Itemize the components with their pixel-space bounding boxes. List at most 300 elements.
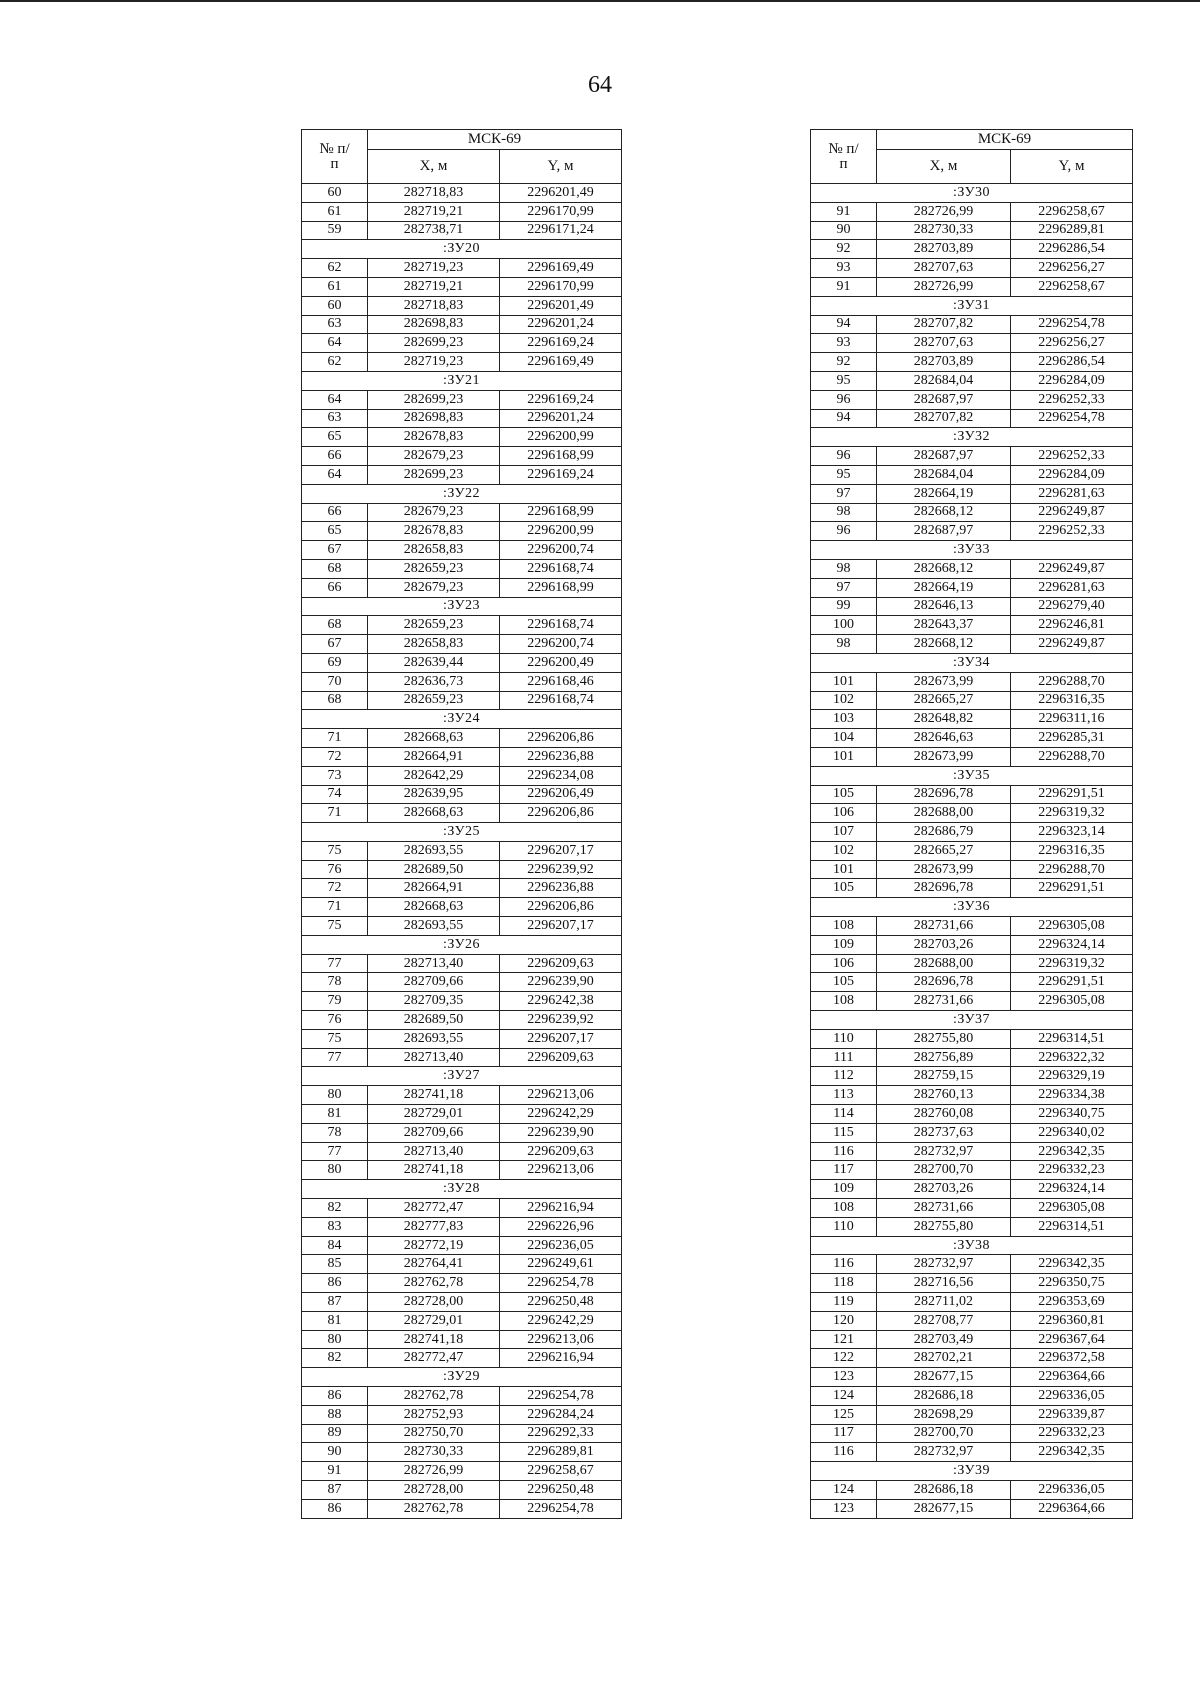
x-coordinate-cell: 282760,13 [877,1086,1011,1105]
table-row [811,635,1133,654]
x-coordinate-cell: 282728,00 [368,1480,500,1499]
point-number-cell: 64 [302,390,368,409]
x-coordinate-cell: 282731,66 [877,1199,1011,1218]
x-coordinate-cell: 282755,80 [877,1029,1011,1048]
table-row [811,1443,1133,1462]
y-coordinate-cell: 2296336,05 [1011,1480,1133,1499]
table-row [811,259,1133,278]
x-coordinate-cell: 282730,33 [877,221,1011,240]
y-coordinate-cell: 2296316,35 [1011,841,1133,860]
header-y: Y, м [500,150,622,184]
section-row [811,184,1133,203]
point-number-cell: 93 [811,334,877,353]
y-coordinate-cell: 2296200,99 [500,428,622,447]
point-number-cell: 124 [811,1480,877,1499]
y-coordinate-cell: 2296324,14 [1011,935,1133,954]
x-coordinate-cell: 282668,63 [368,898,500,917]
x-coordinate-cell: 282741,18 [368,1086,500,1105]
table-row [302,1311,622,1330]
table-row [302,635,622,654]
x-coordinate-cell: 282639,95 [368,785,500,804]
y-coordinate-cell: 2296281,63 [1011,484,1133,503]
table-row [302,766,622,785]
y-coordinate-cell: 2296329,19 [1011,1067,1133,1086]
y-coordinate-cell: 2296168,46 [500,672,622,691]
table-row [811,1480,1133,1499]
y-coordinate-cell: 2296340,02 [1011,1123,1133,1142]
y-coordinate-cell: 2296323,14 [1011,823,1133,842]
x-coordinate-cell: 282678,83 [368,522,500,541]
y-coordinate-cell: 2296249,87 [1011,635,1133,654]
y-coordinate-cell: 2296254,78 [500,1387,622,1406]
section-row [811,428,1133,447]
x-coordinate-cell: 282677,15 [877,1368,1011,1387]
x-coordinate-cell: 282713,40 [368,1142,500,1161]
table-row [302,804,622,823]
table-row [811,1217,1133,1236]
point-number-cell: 97 [811,484,877,503]
point-number-cell: 123 [811,1499,877,1518]
y-coordinate-cell: 2296286,54 [1011,240,1133,259]
x-coordinate-cell: 282729,01 [368,1311,500,1330]
x-coordinate-cell: 282759,15 [877,1067,1011,1086]
table-row [811,616,1133,635]
table-row [811,1029,1133,1048]
x-coordinate-cell: 282719,23 [368,353,500,372]
x-coordinate-cell: 282693,55 [368,1029,500,1048]
point-number-cell: 86 [302,1387,368,1406]
point-number-cell: 87 [302,1480,368,1499]
header-system: МСК-69 [877,130,1133,150]
table-row [811,1349,1133,1368]
y-coordinate-cell: 2296246,81 [1011,616,1133,635]
y-coordinate-cell: 2296342,35 [1011,1142,1133,1161]
point-number-cell: 80 [302,1086,368,1105]
y-coordinate-cell: 2296291,51 [1011,973,1133,992]
coordinates-table-right [810,129,1133,1519]
point-number-cell: 105 [811,785,877,804]
point-number-cell: 125 [811,1405,877,1424]
point-number-cell: 92 [811,240,877,259]
x-coordinate-cell: 282707,63 [877,259,1011,278]
x-coordinate-cell: 282760,08 [877,1105,1011,1124]
y-coordinate-cell: 2296168,74 [500,691,622,710]
table-row [302,1217,622,1236]
point-number-cell: 105 [811,973,877,992]
table-row [811,1499,1133,1518]
y-coordinate-cell: 2296236,88 [500,747,622,766]
point-number-cell: 66 [302,578,368,597]
table-row [811,691,1133,710]
point-number-cell: 96 [811,390,877,409]
y-coordinate-cell: 2296239,92 [500,1011,622,1030]
table-row [811,1142,1133,1161]
point-number-cell: 76 [302,860,368,879]
table-row [302,259,622,278]
y-coordinate-cell: 2296216,94 [500,1349,622,1368]
point-number-cell: 72 [302,879,368,898]
x-coordinate-cell: 282764,41 [368,1255,500,1274]
section-row [811,1236,1133,1255]
x-coordinate-cell: 282709,66 [368,973,500,992]
table-row [811,1067,1133,1086]
table-row [302,1048,622,1067]
table-row [302,1086,622,1105]
x-coordinate-cell: 282668,12 [877,503,1011,522]
x-coordinate-cell: 282643,37 [877,616,1011,635]
point-number-cell: 92 [811,353,877,372]
table-row [302,1387,622,1406]
y-coordinate-cell: 2296206,49 [500,785,622,804]
point-number-cell: 71 [302,804,368,823]
point-number-cell: 80 [302,1161,368,1180]
y-coordinate-cell: 2296339,87 [1011,1405,1133,1424]
y-coordinate-cell: 2296284,09 [1011,465,1133,484]
point-number-cell: 99 [811,597,877,616]
point-number-cell: 97 [811,578,877,597]
point-number-cell: 83 [302,1217,368,1236]
x-coordinate-cell: 282719,21 [368,277,500,296]
point-number-cell: 59 [302,221,368,240]
table-row [811,973,1133,992]
section-row [302,935,622,954]
point-number-cell: 60 [302,184,368,203]
x-coordinate-cell: 282726,99 [877,202,1011,221]
table-row [811,277,1133,296]
table-row [302,1424,622,1443]
table-row [811,1180,1133,1199]
page-number: 64 [588,72,612,98]
point-number-cell: 72 [302,747,368,766]
x-coordinate-cell: 282659,23 [368,691,500,710]
section-label: :ЗУ34 [811,653,1133,672]
table-row [302,1499,622,1518]
point-number-cell: 102 [811,841,877,860]
y-coordinate-cell: 2296239,92 [500,860,622,879]
y-coordinate-cell: 2296168,74 [500,616,622,635]
table-row [302,1480,622,1499]
point-number-cell: 94 [811,409,877,428]
table-row [302,409,622,428]
table-row [302,1293,622,1312]
table-row [302,860,622,879]
point-number-cell: 68 [302,559,368,578]
table-row [811,390,1133,409]
x-coordinate-cell: 282673,99 [877,747,1011,766]
section-label: :ЗУ38 [811,1236,1133,1255]
table-row [811,823,1133,842]
point-number-cell: 64 [302,334,368,353]
y-coordinate-cell: 2296372,58 [1011,1349,1133,1368]
table-row [302,184,622,203]
y-coordinate-cell: 2296171,24 [500,221,622,240]
point-number-cell: 91 [811,202,877,221]
point-number-cell: 122 [811,1349,877,1368]
y-coordinate-cell: 2296169,49 [500,259,622,278]
point-number-cell: 98 [811,503,877,522]
table-row [811,879,1133,898]
x-coordinate-cell: 282687,97 [877,522,1011,541]
table-row [302,296,622,315]
point-number-cell: 93 [811,259,877,278]
x-coordinate-cell: 282762,78 [368,1274,500,1293]
table-row [302,1349,622,1368]
point-number-cell: 91 [302,1462,368,1481]
point-number-cell: 94 [811,315,877,334]
table-row [302,785,622,804]
table-row [302,447,622,466]
y-coordinate-cell: 2296168,99 [500,578,622,597]
y-coordinate-cell: 2296209,63 [500,1048,622,1067]
table-row [811,1405,1133,1424]
x-coordinate-cell: 282707,82 [877,409,1011,428]
table-row [811,202,1133,221]
point-number-cell: 96 [811,522,877,541]
point-number-cell: 62 [302,259,368,278]
table-row [302,202,622,221]
table-row [302,1443,622,1462]
point-number-cell: 67 [302,635,368,654]
point-number-cell: 87 [302,1293,368,1312]
x-coordinate-cell: 282772,47 [368,1199,500,1218]
table-row [302,1123,622,1142]
y-coordinate-cell: 2296216,94 [500,1199,622,1218]
top-border-line [0,0,1200,2]
point-number-cell: 117 [811,1161,877,1180]
x-coordinate-cell: 282738,71 [368,221,500,240]
y-coordinate-cell: 2296254,78 [1011,409,1133,428]
table-row [811,597,1133,616]
x-coordinate-cell: 282664,91 [368,879,500,898]
table-row [811,747,1133,766]
header-y: Y, м [1011,150,1133,184]
table-row [302,315,622,334]
table-row [302,522,622,541]
y-coordinate-cell: 2296256,27 [1011,259,1133,278]
point-number-cell: 86 [302,1499,368,1518]
y-coordinate-cell: 2296291,51 [1011,785,1133,804]
y-coordinate-cell: 2296256,27 [1011,334,1133,353]
table-row [302,465,622,484]
table-row [811,334,1133,353]
point-number-cell: 82 [302,1199,368,1218]
x-coordinate-cell: 282639,44 [368,653,500,672]
y-coordinate-cell: 2296250,48 [500,1293,622,1312]
point-number-cell: 63 [302,409,368,428]
section-row [302,1368,622,1387]
x-coordinate-cell: 282664,19 [877,578,1011,597]
table-row [302,1029,622,1048]
table-row [302,616,622,635]
y-coordinate-cell: 2296201,24 [500,409,622,428]
x-coordinate-cell: 282696,78 [877,785,1011,804]
point-number-cell: 61 [302,202,368,221]
x-coordinate-cell: 282664,91 [368,747,500,766]
y-coordinate-cell: 2296206,86 [500,729,622,748]
table-row [811,353,1133,372]
x-coordinate-cell: 282777,83 [368,1217,500,1236]
table-row [811,1048,1133,1067]
table-row [302,1011,622,1030]
x-coordinate-cell: 282755,80 [877,1217,1011,1236]
x-coordinate-cell: 282665,27 [877,691,1011,710]
x-coordinate-cell: 282696,78 [877,879,1011,898]
table-row [811,578,1133,597]
table-row [302,747,622,766]
y-coordinate-cell: 2296289,81 [1011,221,1133,240]
x-coordinate-cell: 282668,12 [877,559,1011,578]
section-row [302,371,622,390]
y-coordinate-cell: 2296279,40 [1011,597,1133,616]
x-coordinate-cell: 282687,97 [877,447,1011,466]
x-coordinate-cell: 282686,18 [877,1480,1011,1499]
point-number-cell: 108 [811,1199,877,1218]
point-number-cell: 75 [302,841,368,860]
y-coordinate-cell: 2296206,86 [500,804,622,823]
table-row [302,917,622,936]
x-coordinate-cell: 282703,26 [877,1180,1011,1199]
section-row [811,1011,1133,1030]
table-row [811,860,1133,879]
point-number-cell: 116 [811,1255,877,1274]
table-row [302,353,622,372]
table-row [302,334,622,353]
section-label: :ЗУ21 [302,371,622,390]
x-coordinate-cell: 282730,33 [368,1443,500,1462]
table-row [811,804,1133,823]
point-number-cell: 111 [811,1048,877,1067]
point-number-cell: 84 [302,1236,368,1255]
x-coordinate-cell: 282684,04 [877,465,1011,484]
y-coordinate-cell: 2296334,38 [1011,1086,1133,1105]
table-row [811,917,1133,936]
y-coordinate-cell: 2296288,70 [1011,747,1133,766]
point-number-cell: 86 [302,1274,368,1293]
table-row [811,1123,1133,1142]
y-coordinate-cell: 2296201,24 [500,315,622,334]
point-number-cell: 123 [811,1368,877,1387]
x-coordinate-cell: 282772,19 [368,1236,500,1255]
y-coordinate-cell: 2296292,33 [500,1424,622,1443]
table-row [302,1255,622,1274]
y-coordinate-cell: 2296250,48 [500,1480,622,1499]
x-coordinate-cell: 282693,55 [368,841,500,860]
y-coordinate-cell: 2296169,49 [500,353,622,372]
point-number-cell: 109 [811,935,877,954]
x-coordinate-cell: 282698,29 [877,1405,1011,1424]
point-number-cell: 63 [302,315,368,334]
section-row [302,597,622,616]
x-coordinate-cell: 282696,78 [877,973,1011,992]
table-row [811,484,1133,503]
x-coordinate-cell: 282673,99 [877,672,1011,691]
y-coordinate-cell: 2296200,74 [500,541,622,560]
point-number-cell: 124 [811,1387,877,1406]
point-number-cell: 60 [302,296,368,315]
header-system: МСК-69 [368,130,622,150]
y-coordinate-cell: 2296258,67 [1011,277,1133,296]
x-coordinate-cell: 282732,97 [877,1255,1011,1274]
point-number-cell: 64 [302,465,368,484]
header-x: X, м [368,150,500,184]
x-coordinate-cell: 282707,63 [877,334,1011,353]
x-coordinate-cell: 282684,04 [877,371,1011,390]
section-label: :ЗУ25 [302,823,622,842]
y-coordinate-cell: 2296342,35 [1011,1443,1133,1462]
y-coordinate-cell: 2296170,99 [500,202,622,221]
table-row [811,785,1133,804]
table-row [302,691,622,710]
y-coordinate-cell: 2296252,33 [1011,522,1133,541]
point-number-cell: 101 [811,747,877,766]
x-coordinate-cell: 282726,99 [877,277,1011,296]
point-number-cell: 78 [302,973,368,992]
table-row [302,541,622,560]
point-number-cell: 106 [811,804,877,823]
section-label: :ЗУ36 [811,898,1133,917]
x-coordinate-cell: 282699,23 [368,465,500,484]
table-row [811,240,1133,259]
x-coordinate-cell: 282698,83 [368,315,500,334]
x-coordinate-cell: 282729,01 [368,1105,500,1124]
x-coordinate-cell: 282700,70 [877,1161,1011,1180]
x-coordinate-cell: 282719,21 [368,202,500,221]
section-row [811,766,1133,785]
table-row [302,1274,622,1293]
y-coordinate-cell: 2296168,99 [500,503,622,522]
point-number-cell: 90 [302,1443,368,1462]
table-row [302,879,622,898]
y-coordinate-cell: 2296286,54 [1011,353,1133,372]
point-number-cell: 77 [302,1048,368,1067]
x-coordinate-cell: 282762,78 [368,1387,500,1406]
x-coordinate-cell: 282707,82 [877,315,1011,334]
point-number-cell: 65 [302,522,368,541]
y-coordinate-cell: 2296340,75 [1011,1105,1133,1124]
point-number-cell: 105 [811,879,877,898]
section-label: :ЗУ33 [811,541,1133,560]
y-coordinate-cell: 2296314,51 [1011,1029,1133,1048]
y-coordinate-cell: 2296213,06 [500,1161,622,1180]
y-coordinate-cell: 2296258,67 [500,1462,622,1481]
y-coordinate-cell: 2296319,32 [1011,804,1133,823]
x-coordinate-cell: 282731,66 [877,992,1011,1011]
x-coordinate-cell: 282699,23 [368,334,500,353]
y-coordinate-cell: 2296169,24 [500,334,622,353]
y-coordinate-cell: 2296239,90 [500,973,622,992]
x-coordinate-cell: 282752,93 [368,1405,500,1424]
table-row [302,672,622,691]
x-coordinate-cell: 282703,89 [877,353,1011,372]
point-number-cell: 69 [302,653,368,672]
table-row [302,390,622,409]
point-number-cell: 116 [811,1443,877,1462]
x-coordinate-cell: 282703,26 [877,935,1011,954]
point-number-cell: 90 [811,221,877,240]
y-coordinate-cell: 2296322,32 [1011,1048,1133,1067]
y-coordinate-cell: 2296332,23 [1011,1161,1133,1180]
section-row [811,653,1133,672]
table-row [302,973,622,992]
header-number: № п/п [811,130,877,184]
x-coordinate-cell: 282731,66 [877,917,1011,936]
point-number-cell: 104 [811,729,877,748]
x-coordinate-cell: 282698,83 [368,409,500,428]
x-coordinate-cell: 282732,97 [877,1443,1011,1462]
point-number-cell: 75 [302,917,368,936]
point-number-cell: 81 [302,1105,368,1124]
x-coordinate-cell: 282762,78 [368,1499,500,1518]
